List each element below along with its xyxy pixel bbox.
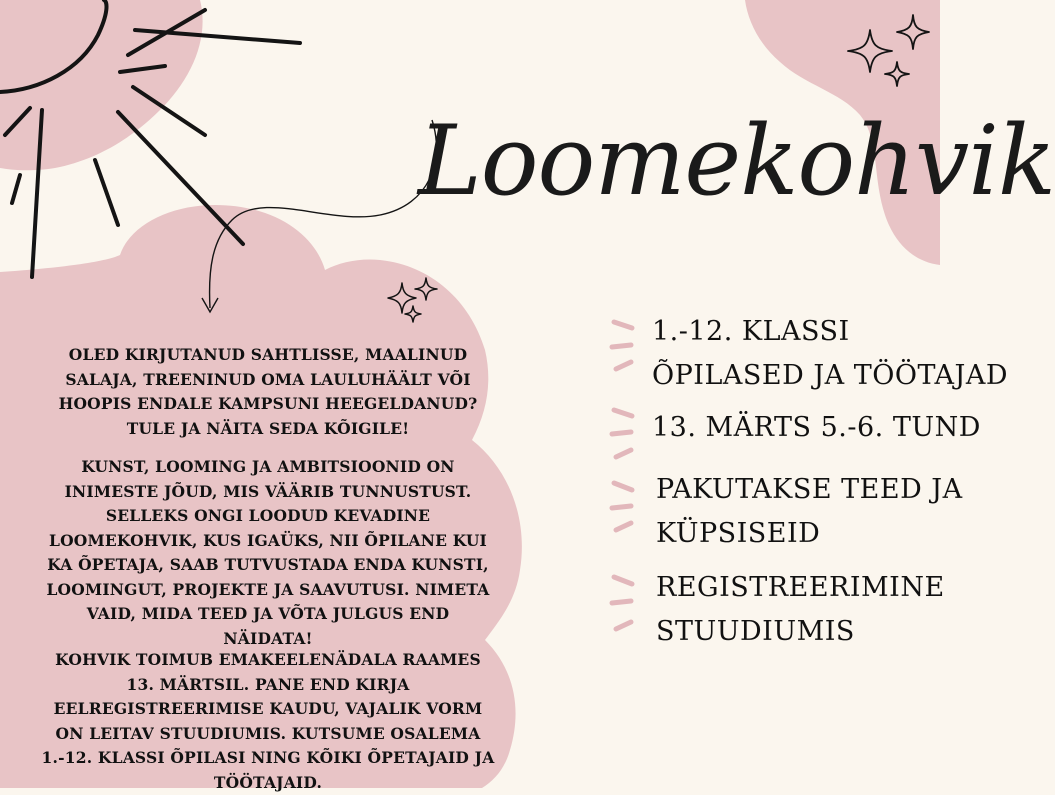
bullet-date: 13. MÄRTS 5.-6. TUND	[652, 412, 981, 443]
bullet-marker-4	[612, 577, 632, 629]
bullet-marker-3	[612, 483, 632, 530]
bullet-dashes	[612, 322, 632, 629]
bullet-marker-1	[612, 322, 632, 369]
bullet-participants-text: 1.-12. KLASSI ÕPILASED JA TÖÖTAJAD	[652, 316, 1009, 391]
intro-paragraph: OLED KIRJUTANUD SAHTLISSE, MAALINUD SALAJA, TREENINUD OMA LAULUHÄÄLT VÕI HOOPIS ENDALE KAMPSUNI HEEGELDANUD? TULE JA NÄITA SEDA KÕIGILE!	[58, 345, 478, 438]
bullet-registration	[656, 566, 945, 654]
bullet-participants	[652, 310, 1008, 398]
bullet-refreshments-text: PAKUTAKSE TEED JA KÜPSISEID	[656, 474, 963, 549]
bullet-refreshments	[656, 468, 963, 556]
bullet-marker-2	[612, 410, 632, 457]
registration-paragraph: KOHVIK TOIMUB EMAKEELENÄDALA RAAMES 13. MÄRTSIL. PANE END KIRJA EELREGISTREERIMISE KAUDU, VAJALIK VORM ON LEITAV STUUDIUMIS. KUTSUME OSALEMA 1.-12. KLASSI ÕPILASI NING KÕIKI ÕPETAJAID JA TÖÖTAJAID.	[41, 650, 495, 792]
bullet-registration-text: REGISTREERIMINE STUUDIUMIS	[656, 572, 945, 647]
poster-title: Loomekohvik	[418, 105, 1055, 217]
description-paragraph: KUNST, LOOMING JA AMBITSIOONID ON INIMESTE JÕUD, MIS VÄÄRIB TUNNUSTUST. SELLEKS ONGI LOODUD KEVADINE LOOMEKOHVIK, KUS IGAÜKS, NII ÕPILANE KUI KA ÕPETAJA, SAAB TUTVUSTADA ENDA KUNSTI, LOOMINGUT, PROJEKTE JA SAAVUTUSI. NIMETA VAID, MIDA TEED JA VÕTA JULGUS END NÄIDATA!	[46, 457, 490, 648]
